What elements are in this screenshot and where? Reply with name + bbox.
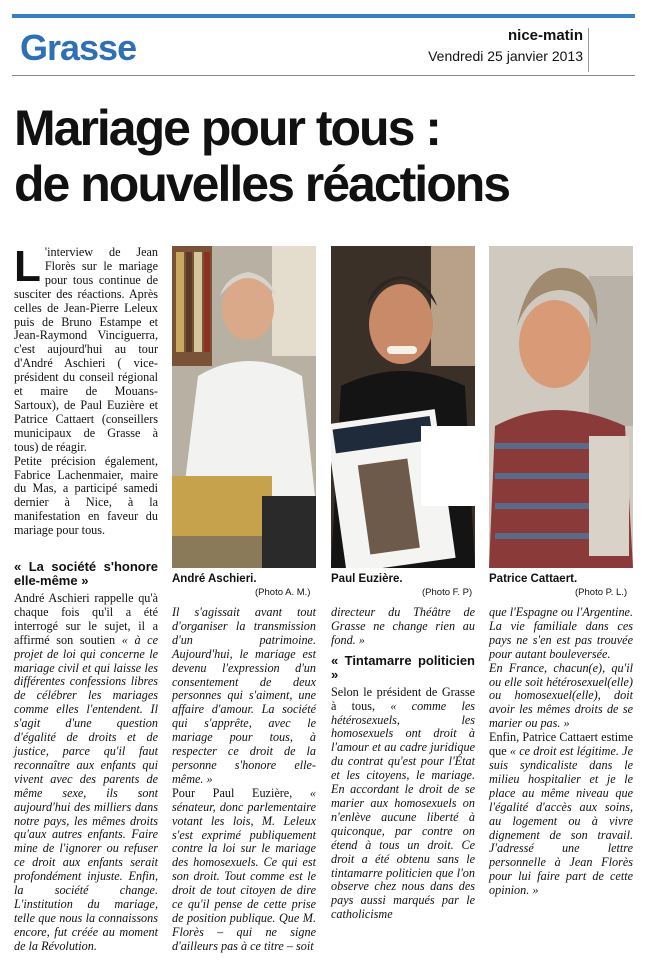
col2-text: Pour Paul Euzière, — [172, 785, 310, 800]
col3-paragraph-2 — [331, 686, 475, 922]
col2-quote-1: Il s'agissait avant tout d'organiser la transmission d'un patrimoine. Aujourd'hui, le mariage est devenu l'expression d'un consentement de deux personnes qui s'aiment, une affaire d'amour. La société qui s'apprête, avec le mariage pour tous, à respecter ce droit de la personne s'honore elle-même. » — [172, 605, 316, 786]
photo-credit-3: (Photo P. L.) — [575, 587, 628, 598]
article-headline — [14, 100, 634, 212]
col1-text: André Aschieri rappelle qu'à chaque fois qu'il a été interrogé sur le sujet, il a affirmé son soutien — [14, 591, 158, 647]
newspaper-brand: nice-matin — [507, 27, 583, 44]
intro-text-2: Petite précision également, Fabrice Lachenmaier, maire du Mas, a participé samedi dernier à Nice, à la manifestation en faveur du mariage pour tous. — [14, 453, 158, 538]
dropcap: L — [14, 242, 41, 291]
intro-text-1: 'interview de Jean Florès sur le mariage pour tous continue de susciter des réactions. Après celles de Jean-Pierre Leleux puis de Bruno Estampe et Jean-Raymond Vinciguerra, c'est aujourd'hui au tour d'André Aschieri ( vice-président du conseil régional et maire de Mouans-Sartoux), de Paul Euzière et Patrice Cattaert (conseillers municipaux de Grasse à tous) de réagir. — [14, 245, 158, 454]
col4-paragraph-3 — [489, 731, 633, 898]
col4-quote-2: En France, chacun(e), qu'il ou elle soit hétérosexuel(elle) ou homosexuel(elle), doit avoir les mêmes droits de se marier ou pas. » — [489, 660, 633, 731]
intro-paragraph — [14, 242, 158, 455]
column-4 — [489, 606, 633, 898]
section-title: Grasse — [20, 27, 137, 68]
col1-quote: « à ce projet de loi qui concerne le mariage civil et qui laisse les différentes confessions libres de célébrer les mariages comme elles l'entendent. Il s'agit d'une question d'égalité de droits et de justice, parce qu'il faut reconnaître aux enfants qui vivent avec des parents de même sexe, ils sont aujourd'hui des milliers dans notre pays, les mêmes droits qu'aux autres enfants. Faire mine de l'ignorer ou refuser ce droit aux enfants serait profondément injuste. Enfin, la société change. L'institution du mariage, telle que nous la connaissons encore, fut créée au moment de la Révolution. — [14, 632, 158, 953]
col4-quote-3: « ce droit est légitime. Je suis syndicaliste dans le milieu hospitalier et je le place au même niveau que l'égalité d'accès aux soins, au logement ou à vivre dignement de son travail. J'adressé une lettre personnelle à Jean Florès pour lui faire part de cette opinion. » — [489, 744, 633, 898]
intro-column — [14, 242, 158, 538]
headline-line-2: de nouvelles réactions — [14, 156, 510, 212]
col1-paragraph — [14, 592, 158, 954]
photo-paul-euziere — [331, 246, 475, 568]
column-1 — [14, 554, 158, 954]
publication-date: Vendredi 25 janvier 2013 — [428, 48, 583, 64]
col2-paragraph-2 — [172, 787, 316, 954]
col3-text: Selon le président de Grasse à tous, — [331, 684, 475, 713]
header-divider — [588, 28, 589, 72]
subhead-societe: « La société s'honore elle-même » — [14, 559, 158, 588]
photo-andre-aschieri — [172, 246, 316, 568]
column-3 — [331, 606, 475, 922]
headline-line-1: Mariage pour tous : — [14, 100, 440, 156]
photo-caption-name-3: Patrice Cattaert. — [489, 573, 578, 585]
photo-patrice-cattaert — [489, 246, 633, 568]
column-2 — [172, 606, 316, 954]
col2-quote-2: « sénateur, donc parlementaire votant les lois, M. Leleux s'est exprimé publiquement contre la loi sur le mariage des homosexuels. Ce qui est son droit. Tout comme est le droit de tout citoyen de dire ce qu'il pense de cette prise de position publique. Que M. Florès – qui ne signe d'ailleurs pas à ce titre – soit — [172, 785, 316, 953]
col4-quote-1: que l'Espagne ou l'Argentine. La vie familiale dans ces pays ne s'en est pas trouvée pour autant bouleversée. — [489, 605, 633, 661]
col3-quote-1: directeur du Théâtre de Grasse ne change rien au fond. » — [331, 605, 475, 647]
photo-credit-2: (Photo F. P) — [422, 587, 473, 598]
header-rule — [12, 75, 635, 76]
photo-credit-1: (Photo A. M.) — [255, 587, 311, 598]
col3-quote-2: « comme les hétérosexuels, les homosexuels ont droit à l'amour et au cadre juridique du contrat qu'est pour l'État et les citoyens, le mariage. En accordant le droit de se marier aux homosexuels on n'enlève aucune liberté à quiconque, par contre on étend à tous un droit. Ce droit a été obtenu sans le tintamarre politicien que l'on observe chez nous dans des pays aussi marqués par le catholicisme — [331, 698, 475, 922]
photo-caption-name-1: André Aschieri. — [172, 573, 257, 585]
subhead-tintamarre: « Tintamarre politicien » — [331, 652, 475, 682]
col4-text: Enfin, Patrice Cattaert estime que — [489, 730, 633, 759]
top-accent-bar — [12, 14, 635, 18]
photo-caption-name-2: Paul Euzière. — [331, 573, 403, 585]
